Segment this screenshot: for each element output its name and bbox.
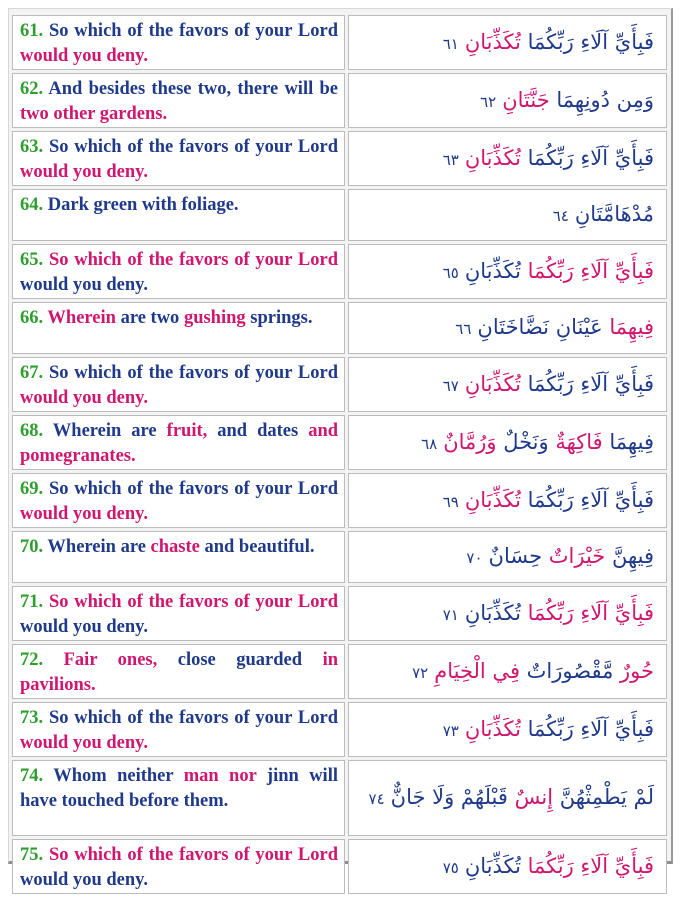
translation-segment: would you deny. <box>20 617 149 637</box>
arabic-verse <box>348 15 667 70</box>
arabic-segment: فِيهِمَا <box>609 315 654 339</box>
arabic-verse <box>348 244 667 299</box>
translation-segment: So which of the favors of your Lord <box>48 708 338 728</box>
verse-number: 61. <box>20 21 44 41</box>
arabic-segment: وَمِن دُونِهِمَا <box>549 87 654 112</box>
arabic-segment: فَبِأَيِّ آلَاءِ رَبِّكُمَا <box>520 371 654 396</box>
arabic-segment: جَنَّتَانِ <box>502 87 550 112</box>
arabic-verse <box>348 531 667 583</box>
arabic-verse <box>348 357 667 412</box>
verse-row <box>12 244 667 299</box>
verse-row <box>12 644 667 699</box>
arabic-segment: خَيْرَاتٌ <box>548 544 606 568</box>
translation-segment: So which of the favors of your Lord <box>48 21 338 41</box>
translation-segment: and beautiful. <box>199 537 315 557</box>
arabic-segment: مَّقْصُورَاتٌ <box>519 658 621 683</box>
verse-number: 73. <box>20 708 44 728</box>
verse-number: 75. <box>20 845 44 865</box>
english-translation <box>12 644 345 699</box>
arabic-verse <box>348 644 667 699</box>
ayah-number-icon: ٧٠ <box>466 549 483 567</box>
english-translation <box>12 131 345 186</box>
english-translation <box>12 760 345 836</box>
arabic-segment: فِي الْخِيَامِ <box>434 658 520 683</box>
translation-segment: man nor <box>183 766 257 786</box>
arabic-segment: فَبِأَيِّ آلَاءِ رَبِّكُمَا <box>520 853 654 878</box>
translation-segment: Wherein are <box>47 537 151 557</box>
arabic-segment: مُدْهَامَّتَانِ <box>574 202 654 226</box>
verse-row <box>12 473 667 528</box>
translation-segment: and pomegranates. <box>20 421 339 466</box>
verse-number: 68. <box>20 421 44 441</box>
arabic-segment: فَبِأَيِّ آلَاءِ رَبِّكُمَا <box>520 258 654 283</box>
arabic-segment: تُكَذِّبَانِ <box>464 29 521 54</box>
arabic-segment: وَرُمَّانٌ <box>443 429 497 454</box>
ayah-number-icon: ٧٥ <box>442 858 459 877</box>
arabic-segment: عَيْنَانِ نَضَّاخَتَانِ <box>477 315 610 339</box>
verse-number: 72. <box>20 650 44 670</box>
translation-segment: two other gardens. <box>20 104 168 124</box>
translation-segment: Wherein <box>47 308 116 328</box>
ayah-number-icon: ٧٢ <box>412 663 429 682</box>
verse-row <box>12 760 667 836</box>
arabic-verse <box>348 702 667 757</box>
arabic-segment: فَبِأَيِّ آلَاءِ رَبِّكُمَا <box>520 716 654 741</box>
translation-segment: Dark green with foliage. <box>47 195 239 215</box>
verse-row <box>12 839 667 894</box>
arabic-verse <box>348 586 667 641</box>
arabic-segment: فَبِأَيِّ آلَاءِ رَبِّكُمَا <box>520 600 654 625</box>
arabic-segment: فَبِأَيِّ آلَاءِ رَبِّكُمَا <box>520 145 654 170</box>
verse-number: 66. <box>20 308 44 328</box>
ayah-number-icon: ٦٩ <box>442 492 459 511</box>
verse-row <box>12 189 667 241</box>
english-translation <box>12 244 345 299</box>
translation-segment: Wherein are <box>52 421 167 441</box>
arabic-segment: حِسَانٌ <box>488 544 549 568</box>
ayah-number-icon: ٧١ <box>442 605 459 624</box>
arabic-verse <box>348 73 667 128</box>
verse-number: 67. <box>20 363 44 383</box>
arabic-segment: تُكَذِّبَانِ <box>464 716 521 741</box>
arabic-segment: حُورٌ <box>620 658 654 683</box>
arabic-segment: فَاكِهَةٌ <box>555 429 603 454</box>
arabic-verse <box>348 189 667 241</box>
verse-row <box>12 357 667 412</box>
translation-segment: So which of the favors of your Lord <box>48 137 338 157</box>
translation-segment: fruit, <box>166 421 208 441</box>
english-translation <box>12 531 345 583</box>
translation-segment: So which of the favors of your Lord <box>48 250 338 270</box>
verses-table <box>12 12 667 897</box>
arabic-segment: وَنَخْلٌ <box>496 429 556 454</box>
ayah-number-icon: ٧٤ <box>368 790 385 808</box>
verse-number: 65. <box>20 250 44 270</box>
arabic-segment: تُكَذِّبَانِ <box>464 487 521 512</box>
translation-segment: chaste <box>150 537 200 557</box>
translation-segment: would you deny. <box>20 162 149 182</box>
verse-row <box>12 73 667 128</box>
arabic-segment: تُكَذِّبَانِ <box>464 600 521 625</box>
arabic-segment: تُكَذِّبَانِ <box>464 145 521 170</box>
arabic-verse <box>348 473 667 528</box>
verse-number: 62. <box>20 79 44 99</box>
translation-segment: So which of the favors of your Lord <box>48 845 338 865</box>
ayah-number-icon: ٦١ <box>442 34 459 53</box>
english-translation <box>12 189 345 241</box>
ayah-number-icon: ٦٢ <box>480 92 497 111</box>
arabic-verse <box>348 839 667 894</box>
verse-row <box>12 302 667 354</box>
translation-segment: And besides these two, there will be <box>48 79 338 99</box>
arabic-segment: تُكَذِّبَانِ <box>464 258 521 283</box>
ayah-number-icon: ٦٧ <box>442 376 459 395</box>
translation-segment: would you deny. <box>20 504 149 524</box>
english-translation <box>12 357 345 412</box>
arabic-verse <box>348 760 667 836</box>
english-translation <box>12 473 345 528</box>
translation-segment: in pavilions. <box>20 650 338 695</box>
verses-table-body <box>12 15 667 894</box>
translation-segment: would you deny. <box>20 46 149 66</box>
english-translation <box>12 586 345 641</box>
translation-segment: gushing <box>183 308 246 328</box>
ayah-number-icon: ٦٨ <box>421 434 438 453</box>
translation-segment: would you deny. <box>20 388 149 408</box>
ayah-number-icon: ٦٥ <box>442 263 459 282</box>
translation-segment: So which of the favors of your Lord <box>48 592 338 612</box>
verse-number: 69. <box>20 479 44 499</box>
verse-number: 63. <box>20 137 44 157</box>
ayah-number-icon: ٧٣ <box>442 721 459 740</box>
translation-segment: would you deny. <box>20 275 149 295</box>
arabic-segment: لَمْ يَطْمِثْهُنَّ <box>553 785 654 809</box>
verse-row <box>12 131 667 186</box>
verse-number: 74. <box>20 766 44 786</box>
arabic-segment: تُكَذِّبَانِ <box>464 371 521 396</box>
arabic-segment: فَبِأَيِّ آلَاءِ رَبِّكُمَا <box>520 29 654 54</box>
verse-row <box>12 586 667 641</box>
translation-segment: and dates <box>207 421 309 441</box>
arabic-segment: تُكَذِّبَانِ <box>464 853 521 878</box>
ayah-number-icon: ٦٤ <box>552 207 569 225</box>
translation-segment: would you deny. <box>20 733 149 753</box>
verse-number: 71. <box>20 592 44 612</box>
translation-segment: are two <box>115 308 184 328</box>
translation-segment: springs. <box>245 308 313 328</box>
english-translation <box>12 415 345 470</box>
arabic-verse <box>348 131 667 186</box>
verse-row <box>12 702 667 757</box>
verse-row <box>12 15 667 70</box>
verse-row <box>12 415 667 470</box>
translation-segment: would you deny. <box>20 870 149 890</box>
arabic-segment: إِنسٌ <box>514 785 554 809</box>
ayah-number-icon: ٦٦ <box>455 320 472 338</box>
arabic-segment: فَبِأَيِّ آلَاءِ رَبِّكُمَا <box>520 487 654 512</box>
english-translation <box>12 839 345 894</box>
arabic-segment: قَبْلَهُمْ وَلَا جَانٌّ <box>390 785 515 809</box>
translation-segment: Whom neither <box>53 766 184 786</box>
translation-segment: close guarded <box>157 650 323 670</box>
translation-segment: So which of the favors of your Lord <box>48 363 338 383</box>
verse-number: 64. <box>20 195 44 215</box>
arabic-verse <box>348 415 667 470</box>
english-translation <box>12 302 345 354</box>
arabic-verse <box>348 302 667 354</box>
arabic-segment: فِيهِمَا <box>602 429 654 454</box>
english-translation <box>12 73 345 128</box>
arabic-segment: فِيهِنَّ <box>605 544 654 568</box>
english-translation <box>12 15 345 70</box>
translation-segment: Fair ones, <box>63 650 158 670</box>
verse-row <box>12 531 667 583</box>
translation-segment: So which of the favors of your Lord <box>48 479 338 499</box>
ayah-number-icon: ٦٣ <box>442 150 459 169</box>
english-translation <box>12 702 345 757</box>
translation-segment: jinn will have touched before them. <box>20 766 338 811</box>
verse-number: 70. <box>20 537 44 557</box>
